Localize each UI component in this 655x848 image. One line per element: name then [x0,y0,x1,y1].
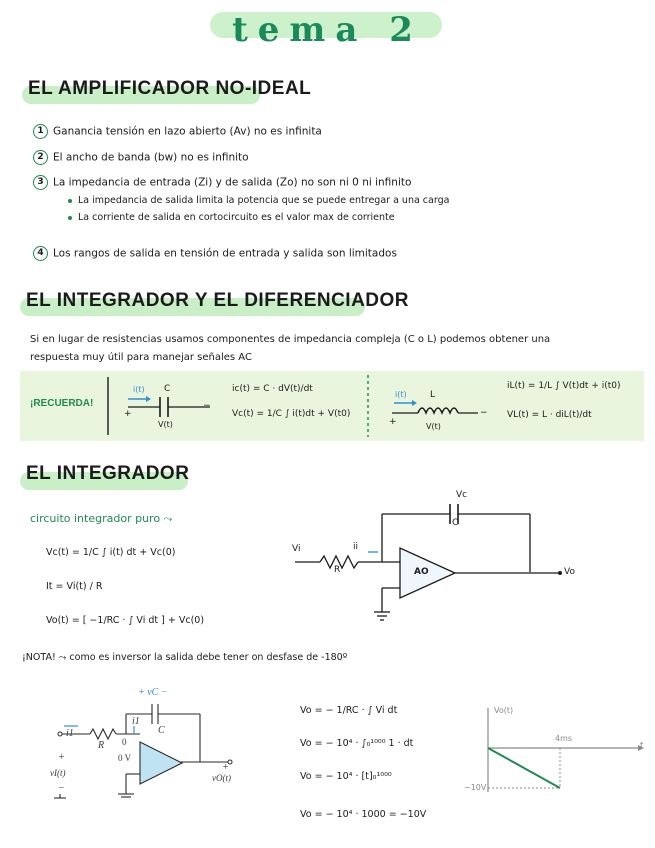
voltage-label: V(t) [158,420,173,429]
ic-label: i1 [132,716,140,727]
number-badge: 3 [33,175,48,190]
page-title: tema 2 [232,10,423,50]
textbook-integrator-circuit [50,686,260,806]
calc-line: Vo = − 10⁴ · 1000 = −10V [300,809,427,820]
y-axis-label: Vo(t) [494,706,514,715]
plus-sign: + [58,752,65,763]
vo-label: Vo [564,567,575,577]
section-integrador-title: EL INTEGRADOR [26,463,190,484]
capacitor-symbol [128,396,210,417]
i-label: i1 [66,728,74,739]
list-item-text: Ganancia tensión en lazo abierto (Av) no es infinita [53,125,322,138]
vi-label: vI(t) [50,768,66,778]
vc-label: + vC − [138,687,168,698]
bullet-icon [68,199,72,203]
c-label: C [158,725,165,736]
integrator-circuit [290,490,590,630]
r-label: R [334,565,341,575]
ii-label: ii [353,542,359,552]
vo-label: vO(t) [212,773,231,783]
intro-line: respuesta muy útil para manejar señales AC [30,352,252,363]
sub-list-item-text: La corriente de salida en cortocircuito es el valor max de corriente [78,212,395,223]
list-item [33,124,322,139]
capacitor-formula-current: ic(t) = C · dV(t)/dt [232,384,313,394]
equation-vo: Vo(t) = [ −1/RC · ∫ Vi dt ] + Vc(0) [46,615,205,626]
sub-list-item [68,212,395,223]
section-integrador-diferenciador-title: EL INTEGRADOR Y EL DIFERENCIADOR [26,290,410,311]
minus-sign: − [480,408,488,418]
subtitle: circuito integrador puro ⤳ [30,512,173,525]
inductor-label: L [430,390,436,400]
sub-list-item-text: La impedancia de salida limita la potencia que se puede entregar a una carga [78,195,450,206]
ao-label: AO [414,567,429,577]
plus-sign: + [389,417,397,427]
number-badge: 2 [33,150,48,165]
bullet-icon [68,216,72,220]
capacitor-label: C [164,384,171,394]
series-line [488,748,560,788]
capacitor-formula-voltage: Vc(t) = 1/C ∫ i(t)dt + V(t0) [232,409,351,419]
inductor-symbol [392,400,478,413]
c-label: C [452,518,459,528]
vc-label: Vc [456,490,468,500]
calc-line: Vo = − 10⁴ · ∫₀¹⁰⁰⁰ 1 · dt [300,738,414,749]
number-badge: 4 [33,246,48,261]
vi-label: Vi [292,544,301,554]
note: ¡NOTA! ⤳ como es inversor la salida debe tener on desfase de -180º [22,652,348,663]
list-item-text: La impedancia de entrada (Zi) y de salida (Zo) no son ni 0 ni infinito [53,176,412,189]
zero-volt-label: 0 V [118,753,132,763]
sub-list-item [68,195,449,206]
y-tick-label: −10V [464,783,487,792]
minus-sign: − [58,783,65,794]
list-item [33,246,397,261]
x-axis-label: t [640,741,644,751]
list-item [33,150,249,165]
inductor-formula-voltage: VL(t) = L · diL(t)/dt [507,410,592,420]
calc-line: Vo = − 10⁴ · [t]₀¹⁰⁰⁰ [300,771,392,782]
equation-it: It = Vi(t) / R [46,581,103,592]
plus-sign: + [222,762,229,773]
equation-vc: Vc(t) = 1/C ∫ i(t) dt + Vc(0) [46,547,176,558]
opamp-symbol [140,742,182,784]
list-item-text: Los rangos de salida en tensión de entrada y salida son limitados [53,247,397,260]
section-amplificador-title: EL AMPLIFICADOR NO-IDEAL [28,78,312,99]
voltage-label: V(t) [426,422,441,431]
recuerda-label: ¡RECUERDA! [30,398,94,409]
r-label: R [98,740,105,751]
intro-line: Si en lugar de resistencias usamos componentes de impedancia compleja (C o L) podemos obtener una [30,334,551,345]
minus-sign: − [203,401,211,411]
number-badge: 1 [33,124,48,139]
list-item [33,175,411,190]
inductor-formula-current: iL(t) = 1/L ∫ V(t)dt + i(t0) [507,381,621,391]
list-item-text: El ancho de banda (bw) no es infinito [53,151,249,164]
zero-label: 0 [122,737,127,747]
current-label: i(t) [133,385,145,394]
current-label: i(t) [395,390,407,399]
x-tick-label: 4ms [555,734,573,743]
calc-line: Vo = − 1/RC · ∫ Vi dt [300,705,398,716]
plus-sign: + [124,409,132,419]
output-graph [462,700,652,810]
